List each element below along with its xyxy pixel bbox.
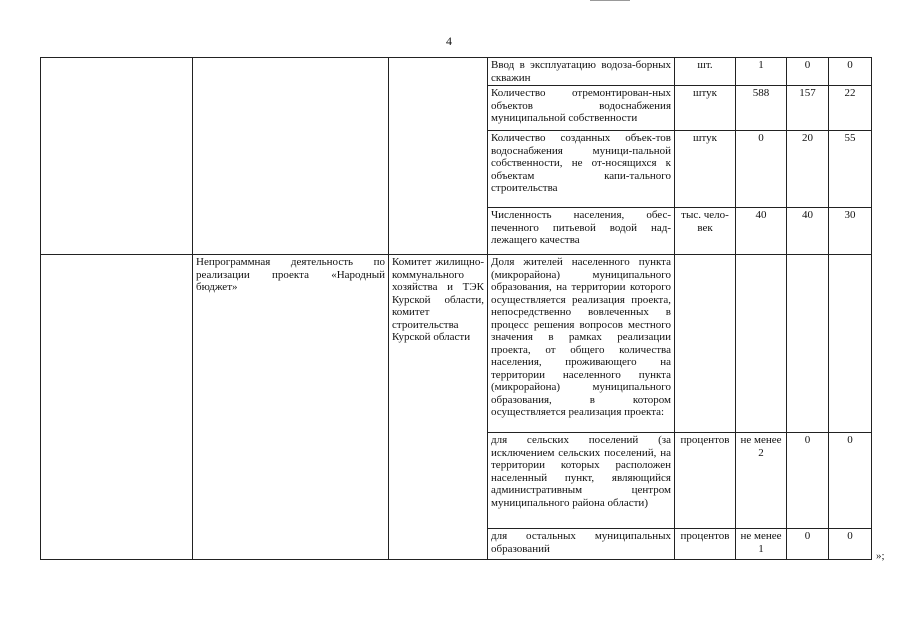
indicator-cell: Количество отремонтирован-ных объектов водоснабжения муниципальной собственности: [488, 86, 675, 131]
empty-cell: [787, 255, 829, 433]
unit-cell: штук: [675, 131, 736, 208]
value-cell: 20: [787, 131, 829, 208]
scan-artifact-line: [590, 0, 630, 1]
value-cell: 40: [736, 208, 787, 255]
indicator-cell: Количество созданных объек-тов водоснабжения муници-пальной собственности, не от-носящихся к объектам капи-тального строительства: [488, 131, 675, 208]
unit-cell: шт.: [675, 58, 736, 86]
empty-cell: [675, 255, 736, 433]
indicator-cell: Доля жителей населенного пункта (микрорайона) муниципального образования, на территории которого осуществляется реализация проекта, непосредственно вовлеченных в процесс решения вопросов местного значения в рамках реализации проекта, от общего количества населения, проживающего на территории населенного пункта (микрорайона) муниципального образования, в котором осуществляется реализация проекта:: [488, 255, 675, 433]
value-cell: 30: [829, 208, 872, 255]
value-cell: 157: [787, 86, 829, 131]
empty-cell: [829, 255, 872, 433]
program-indicators-table: [40, 57, 872, 560]
page-number: 4: [446, 34, 452, 48]
indicator-cell: Численность населения, обес-печенного питьевой водой над-лежащего качества: [488, 208, 675, 255]
unit-cell: процентов: [675, 433, 736, 529]
unit-cell: штук: [675, 86, 736, 131]
value-cell: 588: [736, 86, 787, 131]
empty-cell: [41, 255, 193, 560]
closing-quote-mark: »;: [876, 550, 885, 562]
empty-cell: [736, 255, 787, 433]
value-cell: 0: [787, 58, 829, 86]
value-cell: 0: [829, 529, 872, 560]
value-cell: 0: [736, 131, 787, 208]
executor-cell: Комитет жилищно-коммунального хозяйства и ТЭК Курской области, комитет строительства Курской области: [389, 255, 488, 560]
value-cell: 40: [787, 208, 829, 255]
table-row: [41, 255, 872, 433]
value-cell: 0: [787, 433, 829, 529]
empty-cell: [193, 58, 389, 255]
indicator-cell: для остальных муниципальных образований: [488, 529, 675, 560]
value-cell: 55: [829, 131, 872, 208]
value-cell: не менее 2: [736, 433, 787, 529]
unit-cell: тыс. чело-век: [675, 208, 736, 255]
table-row: [41, 58, 872, 86]
program-name-cell: Непрограммная деятельность по реализации проекта «Народный бюджет»: [193, 255, 389, 560]
value-cell: 0: [787, 529, 829, 560]
empty-cell: [389, 58, 488, 255]
indicator-cell: Ввод в эксплуатацию водоза-борных скважин: [488, 58, 675, 86]
value-cell: 0: [829, 58, 872, 86]
value-cell: не менее 1: [736, 529, 787, 560]
value-cell: 0: [829, 433, 872, 529]
unit-cell: процентов: [675, 529, 736, 560]
empty-cell: [41, 58, 193, 255]
value-cell: 1: [736, 58, 787, 86]
indicator-cell: для сельских поселений (за исключением сельских поселений, на территории которых расположен населенный пункт, являющийся административным центром муниципального района области): [488, 433, 675, 529]
value-cell: 22: [829, 86, 872, 131]
